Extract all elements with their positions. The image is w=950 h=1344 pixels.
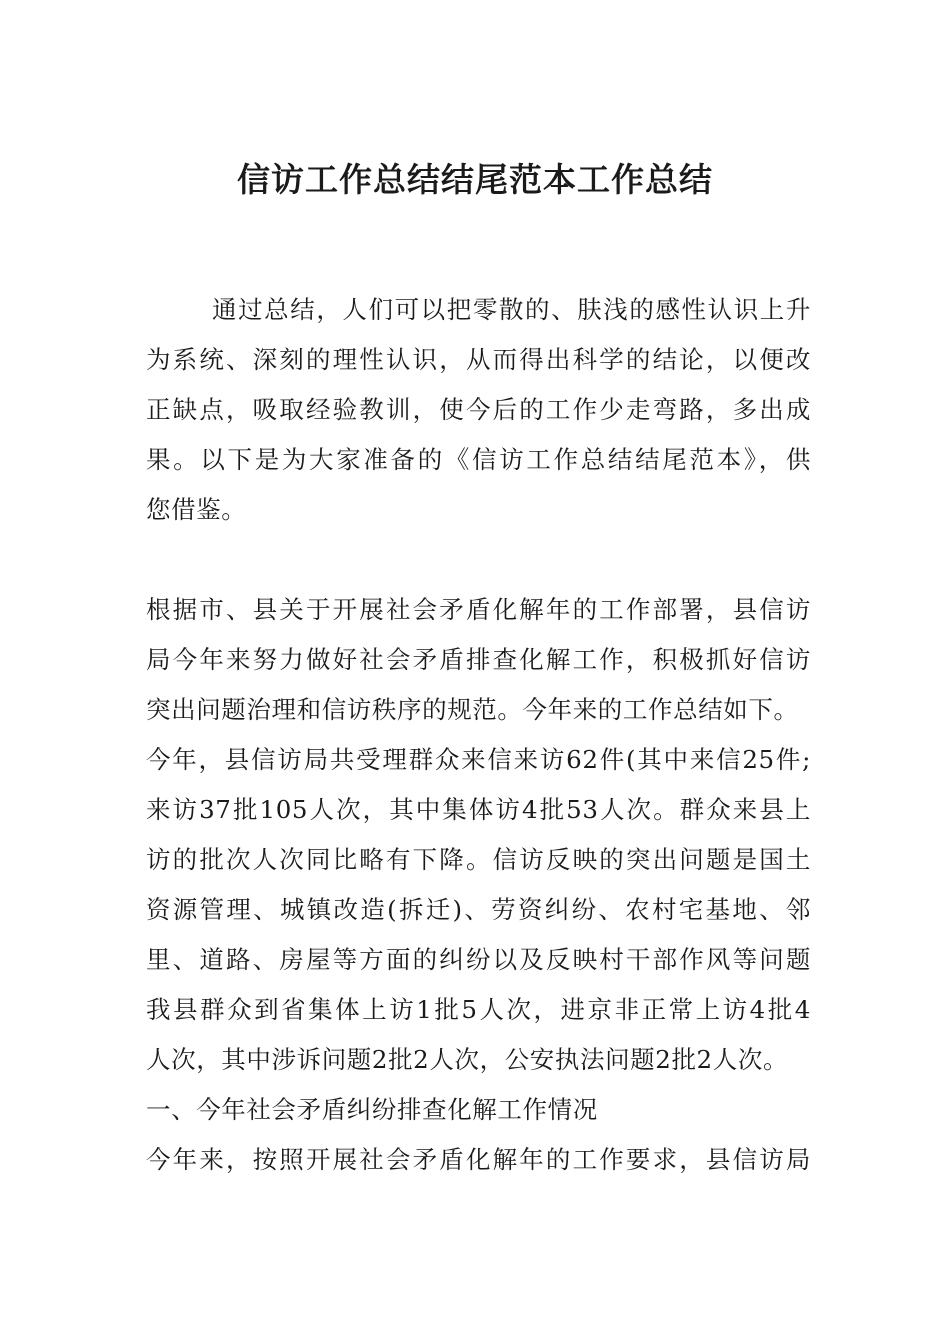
- body-line: 突出问题治理和信访秩序的规范。今年来的工作总结如下。: [146, 695, 799, 724]
- intro-paragraph: [146, 285, 811, 535]
- body-line: 资源管理、城镇改造(拆迁)、劳资纠纷、农村宅基地、邻: [146, 895, 811, 924]
- body-line: 今年来，按照开展社会矛盾化解年的工作要求，县信访局: [146, 1145, 811, 1174]
- body-line: 我县群众到省集体上访1批5人次，进京非正常上访4批4: [146, 995, 811, 1024]
- intro-line: 果。以下是为大家准备的《信访工作总结结尾范本》，供: [146, 445, 811, 474]
- body-line: 今年，县信访局共受理群众来信来访62件(其中来信25件;: [146, 745, 811, 774]
- body-line: 局今年来努力做好社会矛盾排查化解工作，积极抓好信访: [146, 645, 811, 674]
- main-body: [146, 585, 811, 1185]
- intro-line: 为系统、深刻的理性认识，从而得出科学的结论，以便改: [146, 345, 811, 374]
- body-line: 人次，其中涉诉问题2批2人次，公安执法问题2批2人次。: [146, 1045, 789, 1074]
- intro-line: 正缺点，吸取经验教训，使今后的工作少走弯路，多出成: [146, 395, 811, 424]
- intro-line: 通过总结，人们可以把零散的、肤浅的感性认识上升: [212, 295, 811, 324]
- body-line: 来访37批105人次，其中集体访4批53人次。群众来县上: [146, 795, 811, 824]
- intro-line: 您借鉴。: [146, 495, 247, 524]
- body-line: 访的批次人次同比略有下降。信访反映的突出问题是国土: [146, 845, 811, 874]
- section-heading: 一、今年社会矛盾纠纷排查化解工作情况: [146, 1095, 598, 1124]
- body-line: 根据市、县关于开展社会矛盾化解年的工作部署，县信访: [146, 595, 811, 624]
- body-line: 里、道路、房屋等方面的纠纷以及反映村干部作风等问题: [146, 945, 811, 974]
- document-title: 信访工作总结结尾范本工作总结: [237, 160, 713, 199]
